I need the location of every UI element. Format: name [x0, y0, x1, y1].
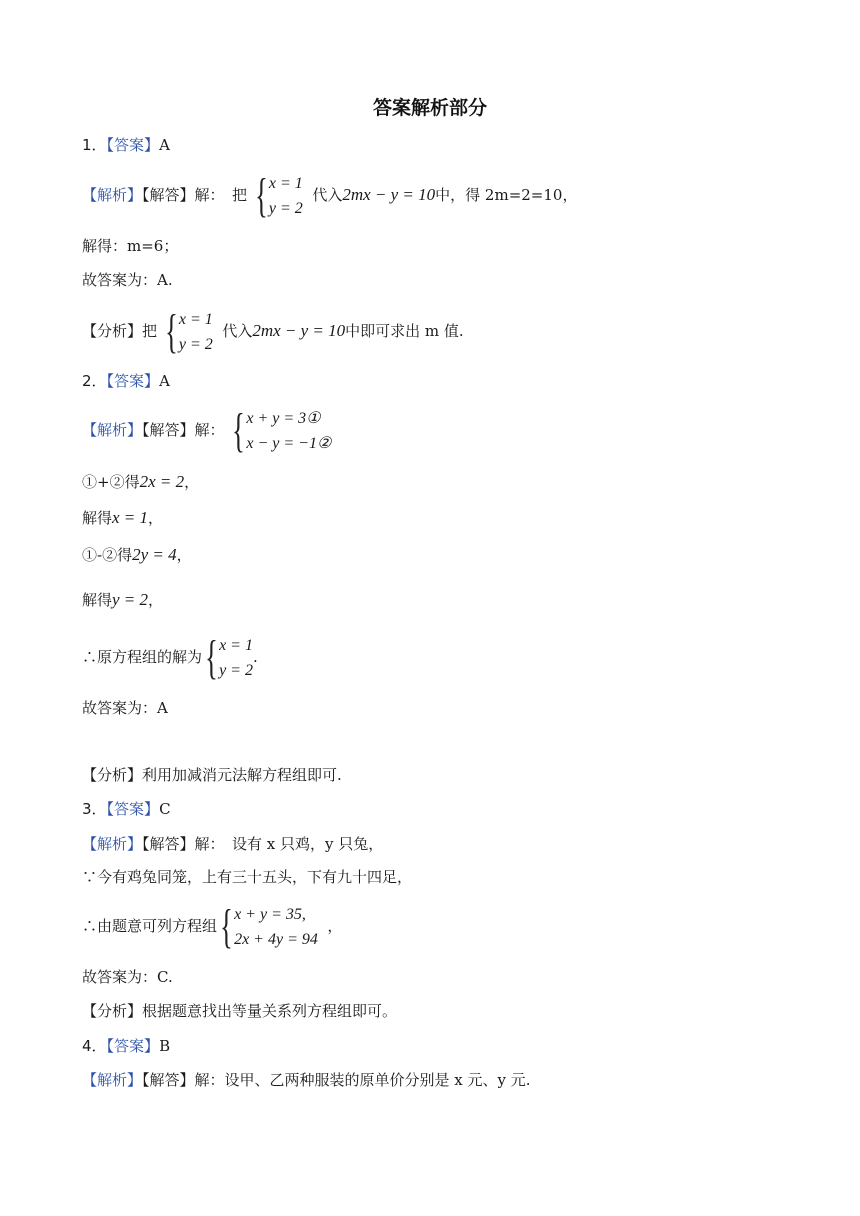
q3-number: 3．: [82, 800, 107, 818]
q3-sys-row2: 2x + 4y = 94: [234, 931, 318, 948]
q4-sol-text: 解：设甲、乙两种服装的原单价分别是 x 元、y 元.: [194, 1071, 531, 1089]
q2-fenxi-line: [82, 765, 342, 785]
q1-fenxi-line: [82, 306, 464, 357]
brace-icon: {: [220, 900, 233, 953]
q2-answer-line: [82, 371, 170, 391]
q1-fenxi-tag: 【分析】: [82, 322, 143, 340]
q1-fenxi-suffix: 中即可求出 m 值.: [345, 322, 464, 340]
q2-step1-math: 2x = 2: [139, 472, 185, 491]
q2-step3: [82, 545, 192, 565]
q3-analysis-tag: 【解析】: [82, 835, 143, 853]
q1-sys-row2: y = 2: [268, 200, 303, 217]
q1-sys-row1: x = 1: [268, 175, 303, 192]
q2-solution-line: [82, 405, 331, 456]
q4-answer-tag: 【答案】: [106, 1037, 160, 1055]
q2-solution-system: [202, 633, 253, 683]
q1-fenxi-mid: 代入: [222, 322, 253, 340]
q1-sol-prefix: 解： 把: [194, 186, 248, 204]
q2-fenxi-text: 利用加减消元法解方程组即可.: [142, 766, 342, 784]
q1-fenxi-equation: 2mx − y = 10: [252, 321, 346, 340]
q4-analysis-tag: 【解析】: [82, 1071, 143, 1089]
q2-sys-row1: x + y = 3①: [246, 410, 321, 427]
q2-step3-math: 2y = 4: [132, 545, 177, 564]
q3-fenxi-text: 根据题意找出等量关系列方程组即可。: [142, 1002, 398, 1020]
q1-sol-mid: 代入: [312, 186, 343, 204]
q2-sol-row2: y = 2: [219, 662, 253, 679]
q1-equation: 2mx − y = 10: [342, 185, 436, 204]
q2-step2-end: ，: [148, 509, 164, 527]
q3-therefore-prefix: ∴由题意可列方程组: [82, 917, 218, 935]
q2-conclusion-prefix: ∴原方程组的解为: [82, 648, 203, 666]
q2-step4-math: y = 2: [112, 590, 149, 609]
q2-conclusion: [82, 632, 258, 683]
q1-analysis-tag: 【解析】: [82, 186, 143, 204]
q2-step3-text: ①-②得: [82, 546, 133, 564]
q4-number: 4．: [82, 1037, 107, 1055]
page-title: 答案解析部分: [372, 97, 487, 119]
q3-answer: C: [159, 800, 171, 818]
q2-sol-row1: x = 1: [219, 637, 253, 654]
q2-solution-tag: 【解答】: [142, 421, 195, 439]
brace-icon: {: [255, 169, 268, 222]
q1-equation-system: [252, 171, 303, 221]
q1-answer-tag: 【答案】: [106, 136, 160, 154]
q3-fenxi-line: [82, 1001, 397, 1021]
q2-step1-end: ，: [184, 473, 200, 491]
q3-answer-tag: 【答案】: [106, 800, 160, 818]
q1-solution-tag: 【解答】: [142, 186, 195, 204]
q3-solution-line: [82, 834, 383, 854]
q3-because-line: ∵今有鸡兔同笼，上有三十五头，下有九十四足，: [82, 868, 413, 886]
q4-answer-line: [82, 1036, 170, 1056]
q2-number: 2．: [82, 372, 107, 390]
q4-solution-line: [82, 1070, 531, 1090]
q4-solution-tag: 【解答】: [142, 1071, 195, 1089]
q3-answer-line: [82, 799, 171, 819]
q1-solution-line: [82, 170, 577, 221]
q2-step2-text: 解得: [82, 509, 113, 527]
q3-equation-system: [217, 902, 318, 952]
q2-step2-math: x = 1: [112, 508, 149, 527]
q2-answer-tag: 【答案】: [106, 372, 160, 390]
q3-solution-tag: 【解答】: [142, 835, 195, 853]
q2-step1-text: ①+②得: [82, 473, 140, 491]
q1-final-line: 故答案为：A.: [82, 271, 173, 289]
q1-fenxi-row2: y = 2: [178, 336, 213, 353]
q2-step4-text: 解得: [82, 591, 113, 609]
q3-sys-row1: x + y = 35,: [234, 906, 306, 923]
q2-sys-row2: x − y = −1②: [246, 435, 332, 452]
q2-sol-prefix: 解：: [194, 421, 225, 439]
q1-sol-suffix: 中，得 2m=2=10，: [435, 186, 578, 204]
brace-icon: {: [164, 305, 178, 358]
q3-therefore-line: [82, 901, 342, 952]
brace-icon: {: [205, 631, 218, 684]
q2-answer: A: [159, 372, 170, 390]
q3-final-line: 故答案为：C.: [82, 968, 173, 986]
q2-analysis-tag: 【解析】: [82, 421, 143, 439]
q2-conclusion-end: .: [252, 648, 258, 666]
q1-number: 1．: [82, 136, 107, 154]
q2-fenxi-tag: 【分析】: [82, 766, 143, 784]
q2-step3-end: ，: [176, 546, 192, 564]
brace-icon: {: [232, 404, 246, 457]
q3-fenxi-tag: 【分析】: [82, 1002, 143, 1020]
q1-fenxi-row1: x = 1: [178, 311, 213, 328]
q1-fenxi-system: [162, 307, 213, 357]
q2-step4-end: ，: [148, 591, 164, 609]
q2-equation-system: [229, 406, 331, 456]
q2-final-line: 故答案为：A: [82, 699, 168, 717]
q1-answer: A: [159, 136, 170, 154]
q2-step4: [82, 590, 163, 610]
q4-answer: B: [159, 1037, 171, 1055]
q3-sol-text: 解： 设有 x 只鸡，y 只兔，: [194, 835, 384, 853]
q2-step2: [82, 508, 163, 528]
q2-step1: [82, 472, 199, 492]
q1-answer-line: [82, 135, 170, 155]
q1-result-line: 解得：m=6；: [82, 237, 179, 255]
q1-fenxi-prefix: 把: [142, 322, 158, 340]
q3-therefore-end: ，: [327, 917, 343, 935]
